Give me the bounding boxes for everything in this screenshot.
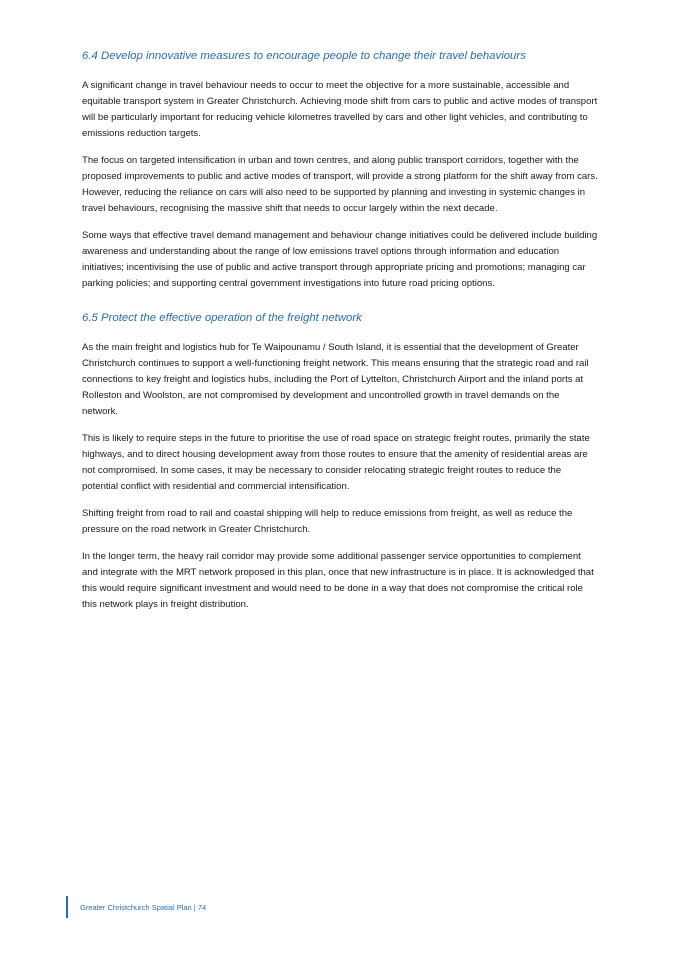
section-heading: 6.4 Develop innovative measures to encourage people to change their travel behaviours [82,50,526,62]
section-6-4 [82,48,598,292]
paragraph: Shifting freight from road to rail and coastal shipping will help to reduce emissions from freight, as well as reduce the pressure on the road network in Greater Christchurch. [82,508,573,535]
paragraph: Some ways that effective travel demand management and behaviour change initiatives could be delivered include building awareness and understanding about the range of low emissions travel options through information and education initiatives; incentivising the use of public and active transport through appropriate pricing and promotions; managing car parking policies; and supporting central government investigations into future road pricing options. [82,230,598,289]
section-6-5 [82,310,598,613]
footer-page-label: Greater Christchurch Spatial Plan | 74 [80,902,207,912]
page-content [82,48,598,624]
paragraph: As the main freight and logistics hub for Te Waipounamu / South Island, it is essential that the development of Greater Christchurch continues to support a well-functioning freight network. This means ensuring that the strategic road and rail connections to key freight and logistics hubs, including the Port of Lyttelton, Christchurch Airport and the inland ports at Rolleston and Woolston, are not compromised by development and uncontrolled growth in travel demands on the network. [82,342,589,417]
paragraph: The focus on targeted intensification in urban and town centres, and along public transport corridors, together with the proposed improvements to public and active modes of transport, will provide a strong platform for the shift away from cars. However, reducing the reliance on cars will also need to be supported by planning and investing in systemic changes in travel behaviours, recognising the massive shift that needs to occur largely within the next decade. [82,155,598,214]
footer-accent-bar [66,896,68,918]
page-footer [66,896,206,918]
paragraph: A significant change in travel behaviour needs to occur to meet the objective for a more sustainable, accessible and equitable transport system in Greater Christchurch. Achieving mode shift from cars to public and active modes of transport will be particularly important for reducing vehicle kilometres travelled by cars and other light vehicles, and contributing to emissions reduction targets. [82,80,598,139]
section-heading: 6.5 Protect the effective operation of the freight network [82,312,362,324]
paragraph: This is likely to require steps in the future to prioritise the use of road space on strategic freight routes, primarily the state highways, and to direct housing development away from those routes to ensure that the amenity of residential areas are not compromised. In some cases, it may be necessary to consider relocating strategic freight routes to reduce the potential conflict with residential and commercial intensification. [82,433,590,492]
paragraph: In the longer term, the heavy rail corridor may provide some additional passenger service opportunities to complement and integrate with the MRT network proposed in this plan, once that new infrastructure is in place. It is acknowledged that this would require significant investment and would need to be done in a way that does not compromise the critical role this network plays in freight distribution. [82,551,594,610]
